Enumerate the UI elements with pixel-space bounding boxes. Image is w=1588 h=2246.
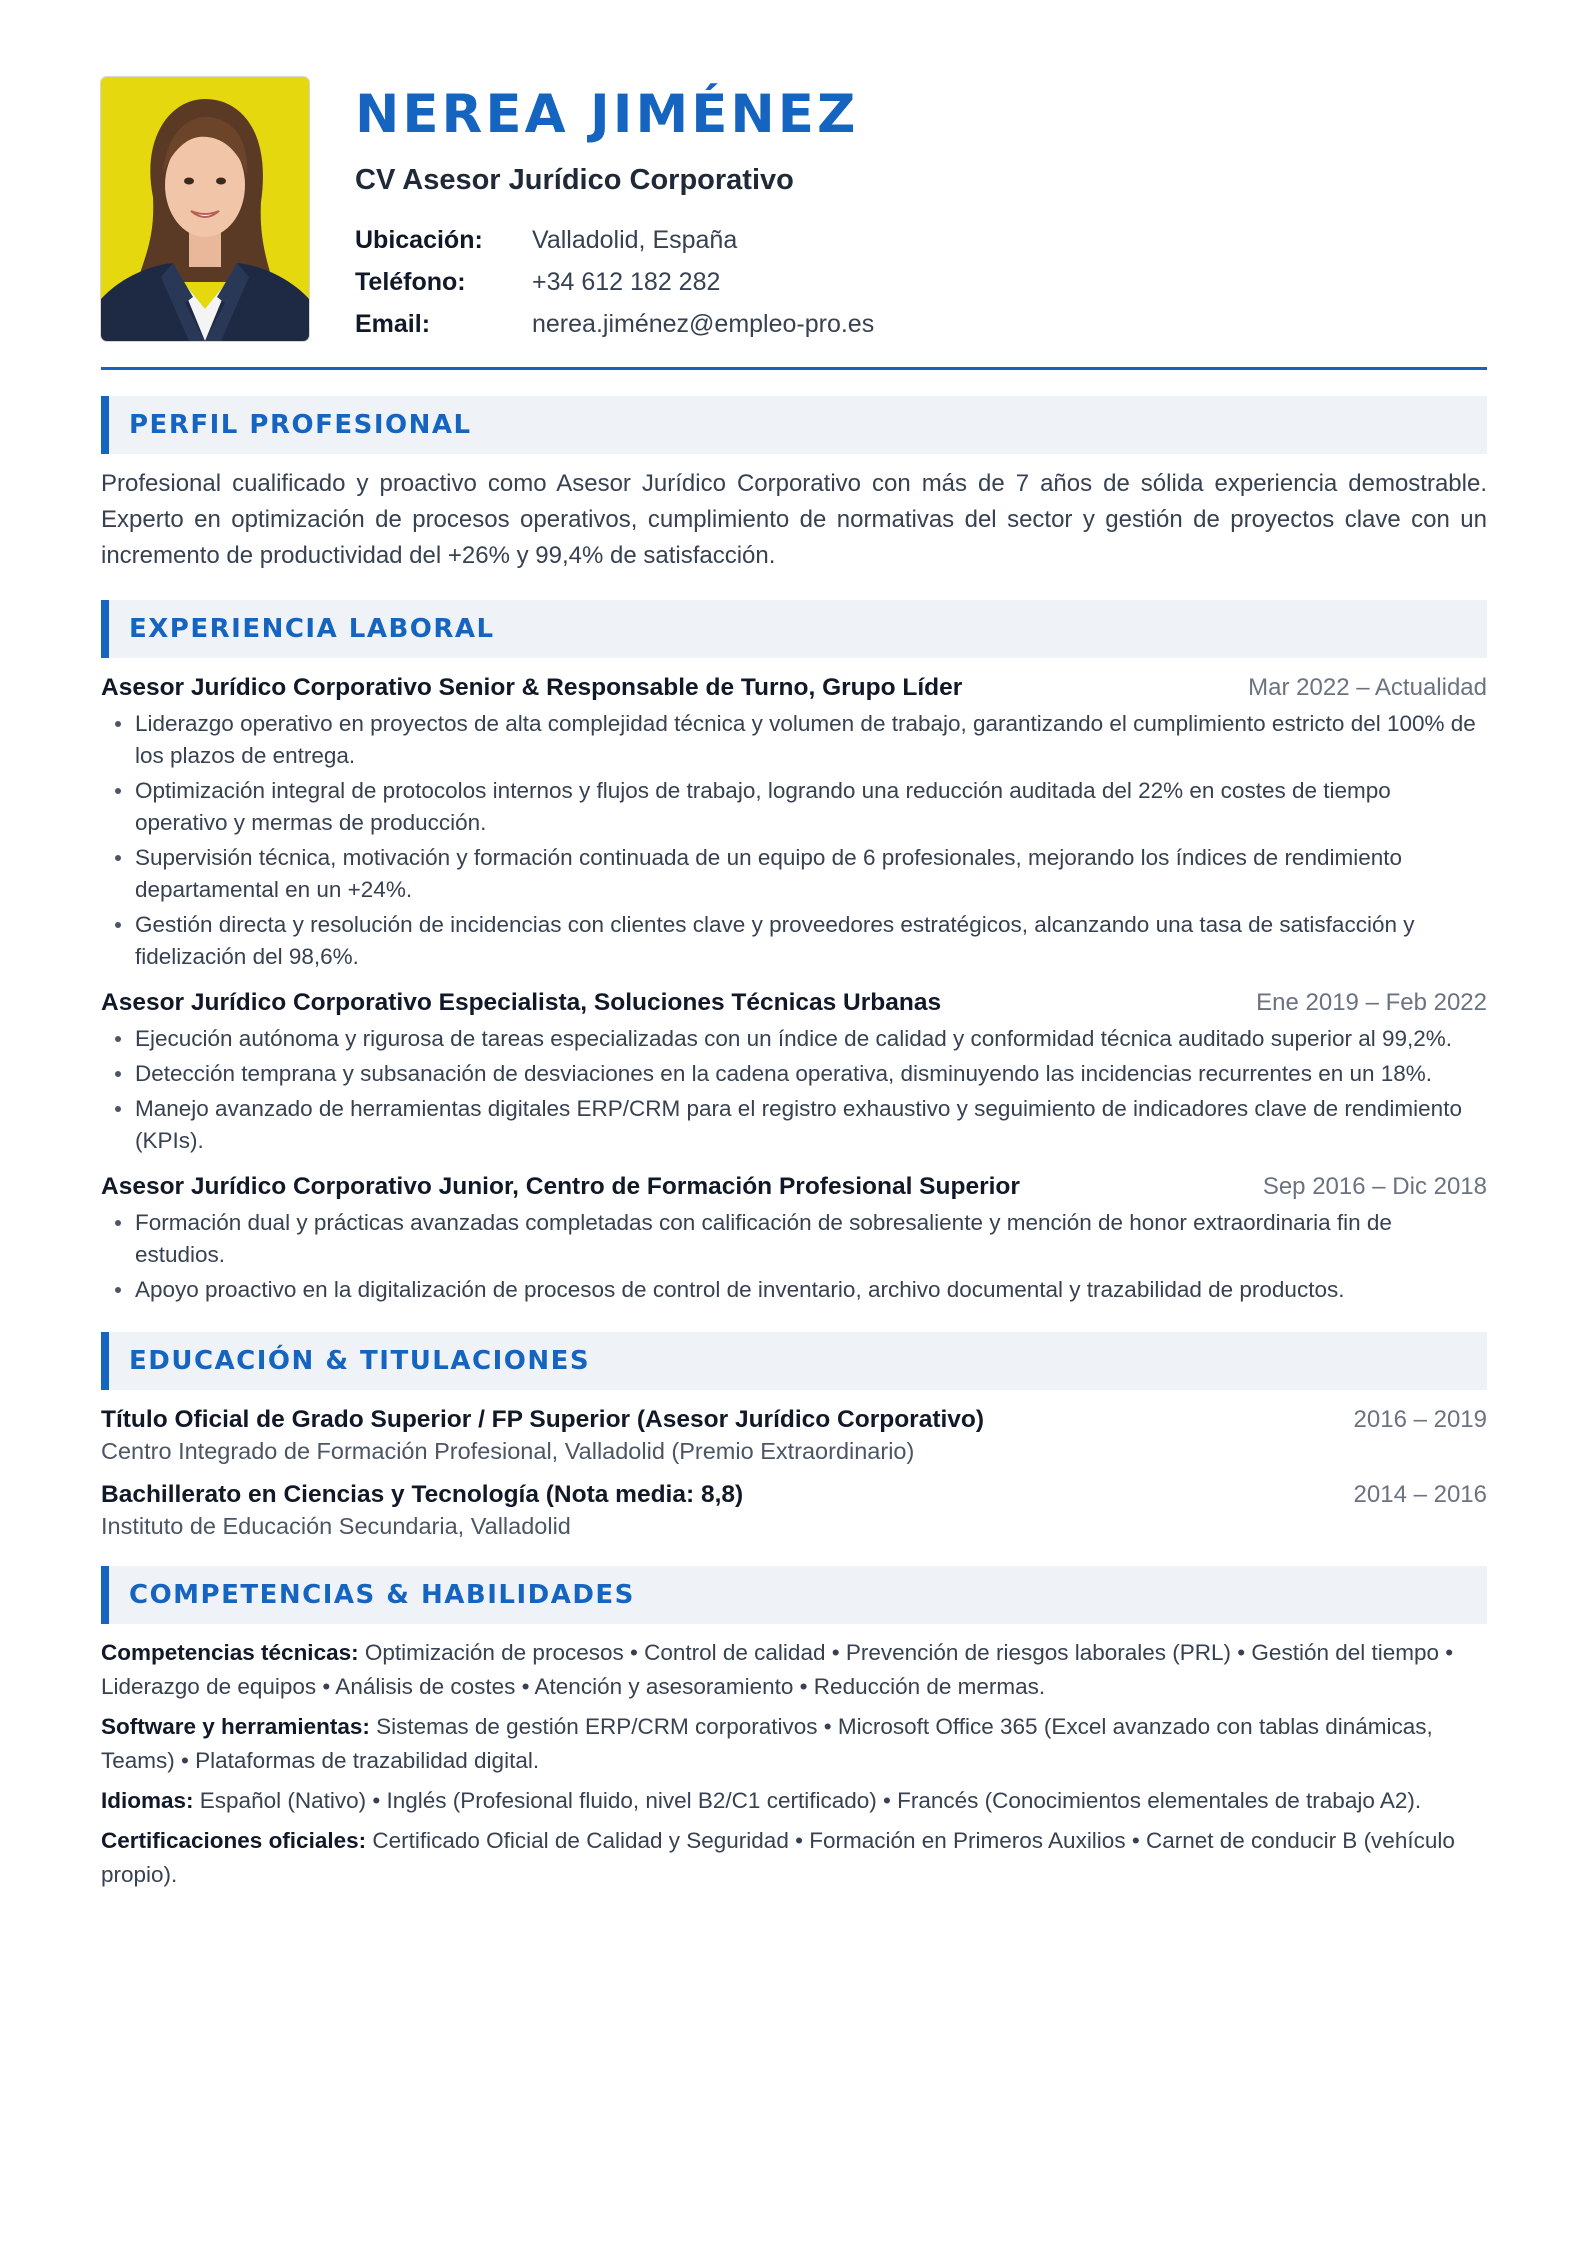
section-title: EDUCACIÓN & TITULACIONES: [129, 1346, 591, 1376]
bullet-item: Liderazgo operativo en proyectos de alta complejidad técnica y volumen de trabajo, garantizando el cumplimiento estricto del 100% de los plazos de entrega.: [135, 708, 1487, 772]
location-value: Valladolid, España: [532, 225, 738, 254]
degree-date: 2014 – 2016: [1353, 1481, 1487, 1508]
job-title: Asesor Jurídico Corporativo Junior, Centro de Formación Profesional Superior: [101, 1173, 1020, 1200]
profile-photo: [101, 77, 309, 341]
skill-line: [101, 1784, 1487, 1818]
skill-line: [101, 1824, 1487, 1892]
skill-text: Certificado Oficial de Calidad y Seguridad • Formación en Primeros Auxilios • Carnet de conducir B (vehículo propio).: [101, 1828, 1455, 1887]
phone-value: +34 612 182 282: [532, 267, 721, 296]
job-title: Asesor Jurídico Corporativo Senior & Responsable de Turno, Grupo Líder: [101, 674, 963, 701]
contact-label: Email:: [355, 309, 431, 338]
skill-label: Certificaciones oficiales:: [101, 1828, 367, 1853]
contact-location: [355, 219, 1487, 261]
job-title: Asesor Jurídico Corporativo Especialista, Soluciones Técnicas Urbanas: [101, 989, 942, 1016]
contact-label: Teléfono:: [355, 267, 466, 296]
contact-label: Ubicación:: [355, 225, 483, 254]
bullet-item: Supervisión técnica, motivación y formación continuada de un equipo de 6 profesionales, mejorando los índices de rendimiento departamental en un +24%.: [135, 842, 1487, 906]
profile-summary: Profesional cualificado y proactivo como Asesor Jurídico Corporativo con más de 7 años de sólida experiencia demostrable. Experto en optimización de procesos operativos, cumplimiento de normativas del sector y gestión de proyectos clave con un incremento de productividad del +26% y 99,4% de satisfacción.: [101, 470, 1487, 569]
cv-header: [101, 0, 1487, 370]
degree-date: 2016 – 2019: [1353, 1406, 1487, 1433]
job-date: Ene 2019 – Feb 2022: [1256, 989, 1487, 1016]
cv-role-title: CV Asesor Jurídico Corporativo: [355, 164, 794, 196]
section-header-experience: [101, 600, 1487, 658]
header-info: [355, 86, 1487, 345]
job-entry: [101, 1173, 1487, 1306]
skill-text: Optimización de procesos • Control de calidad • Prevención de riesgos laborales (PRL) • Gestión del tiempo • Liderazgo de equipos • Análisis de costes • Atención y asesoramiento • Reducción de mermas.: [101, 1640, 1454, 1699]
job-bullets: [101, 1023, 1487, 1157]
bullet-item: Manejo avanzado de herramientas digitales ERP/CRM para el registro exhaustivo y seguimiento de indicadores clave de rendimiento (KPIs).: [135, 1093, 1487, 1157]
section-title: COMPETENCIAS & HABILIDADES: [129, 1580, 635, 1610]
section-header-education: [101, 1332, 1487, 1390]
skill-label: Idiomas:: [101, 1788, 194, 1813]
institution: Instituto de Educación Secundaria, Valladolid: [101, 1513, 571, 1539]
skill-line: [101, 1710, 1487, 1778]
institution: Centro Integrado de Formación Profesional, Valladolid (Premio Extraordinario): [101, 1438, 915, 1464]
education-entry: [101, 1406, 1487, 1465]
job-entry: [101, 674, 1487, 973]
job-date: Mar 2022 – Actualidad: [1248, 674, 1487, 701]
bullet-item: Optimización integral de protocolos internos y flujos de trabajo, logrando una reducción auditada del 22% en costes de tiempo operativo y mermas de producción.: [135, 775, 1487, 839]
bullet-item: Detección temprana y subsanación de desviaciones en la cadena operativa, disminuyendo las incidencias recurrentes en un 18%.: [135, 1058, 1487, 1090]
degree-title: Bachillerato en Ciencias y Tecnología (Nota media: 8,8): [101, 1481, 744, 1508]
job-bullets: [101, 708, 1487, 973]
contact-email: [355, 303, 1487, 345]
section-header-profile: [101, 396, 1487, 454]
portrait-image: [101, 77, 309, 341]
bullet-item: Ejecución autónoma y rigurosa de tareas especializadas con un índice de calidad y conformidad técnica auditado superior al 99,2%.: [135, 1023, 1487, 1055]
job-bullets: [101, 1207, 1487, 1306]
skill-text: Español (Nativo) • Inglés (Profesional fluido, nivel B2/C1 certificado) • Francés (Conocimientos elementales de trabajo A2).: [193, 1788, 1422, 1813]
contact-list: [355, 219, 1487, 345]
skill-line: [101, 1636, 1487, 1704]
bullet-item: Apoyo proactivo en la digitalización de procesos de control de inventario, archivo documental y trazabilidad de productos.: [135, 1274, 1487, 1306]
section-header-skills: [101, 1566, 1487, 1624]
education-entry: [101, 1481, 1487, 1540]
section-title: EXPERIENCIA LABORAL: [129, 614, 495, 644]
bullet-item: Formación dual y prácticas avanzadas completadas con calificación de sobresaliente y mención de honor extraordinaria fin de estudios.: [135, 1207, 1487, 1271]
job-date: Sep 2016 – Dic 2018: [1262, 1173, 1487, 1200]
candidate-name: NEREA JIMÉNEZ: [355, 84, 859, 145]
email-value: nerea.jiménez@empleo-pro.es: [532, 309, 875, 338]
bullet-item: Gestión directa y resolución de incidencias con clientes clave y proveedores estratégicos, alcanzando una tasa de satisfacción y fidelización del 98,6%.: [135, 909, 1487, 973]
job-entry: [101, 989, 1487, 1157]
degree-title: Título Oficial de Grado Superior / FP Superior (Asesor Jurídico Corporativo): [101, 1406, 985, 1433]
section-title: PERFIL PROFESIONAL: [129, 410, 472, 440]
skill-text: Sistemas de gestión ERP/CRM corporativos • Microsoft Office 365 (Excel avanzado con tablas dinámicas, Teams) • Plataformas de trazabilidad digital.: [101, 1714, 1433, 1773]
skill-label: Competencias técnicas:: [101, 1640, 359, 1665]
contact-phone: [355, 261, 1487, 303]
skill-label: Software y herramientas:: [101, 1714, 370, 1739]
